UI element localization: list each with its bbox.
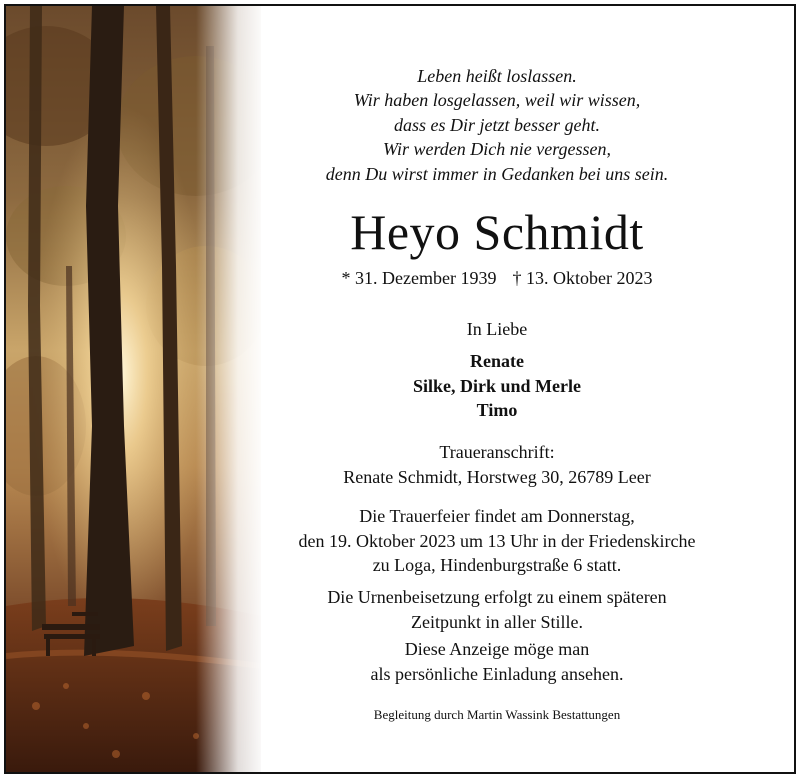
funeral-line: zu Loga, Hindenburgstraße 6 statt. <box>372 555 622 575</box>
mourner-name: Timo <box>476 400 518 420</box>
birth-date: * 31. Dezember 1939 <box>341 268 497 288</box>
poem-line: denn Du wirst immer in Gedanken bei uns sein. <box>325 163 669 184</box>
mourning-address <box>242 440 752 489</box>
invitation-line: Diese Anzeige möge man <box>404 639 590 659</box>
invitation-notice <box>242 637 752 686</box>
life-dates <box>242 266 752 290</box>
poem-line: Leben heißt loslassen. <box>417 66 577 86</box>
poem-line: Wir haben losgelassen, weil wir wissen, <box>353 90 641 111</box>
poem-line: Wir werden Dich nie vergessen, <box>382 139 612 160</box>
mourner-name: Renate <box>470 351 524 371</box>
poem <box>242 64 752 186</box>
mourner-name: Silke, Dirk und Merle <box>412 375 581 396</box>
urn-line: Die Urnenbeisetzung erfolgt zu einem späteren <box>327 587 667 607</box>
urn-notice <box>242 585 752 634</box>
deceased-name: Heyo Schmidt <box>350 204 644 260</box>
poem-line: dass es Dir jetzt besser geht. <box>394 114 600 135</box>
funeral-line: den 19. Oktober 2023 um 13 Uhr in der Friedenskirche <box>298 530 696 551</box>
invitation-line: als persönliche Einladung ansehen. <box>370 663 624 684</box>
funeral-line: Die Trauerfeier findet am Donnerstag, <box>359 506 635 526</box>
mourners-list <box>242 349 752 423</box>
mourners-intro: In Liebe <box>466 319 528 339</box>
address-label: Traueranschrift: <box>439 442 555 462</box>
address-value: Renate Schmidt, Horstweg 30, 26789 Leer <box>343 466 651 487</box>
urn-line: Zeitpunkt in aller Stille. <box>411 611 583 632</box>
funeral-notice <box>242 504 752 578</box>
obituary-frame <box>4 4 796 774</box>
funeral-home-credit: Begleitung durch Martin Wassink Bestattungen <box>373 707 621 722</box>
death-date: † 13. Oktober 2023 <box>512 268 653 288</box>
